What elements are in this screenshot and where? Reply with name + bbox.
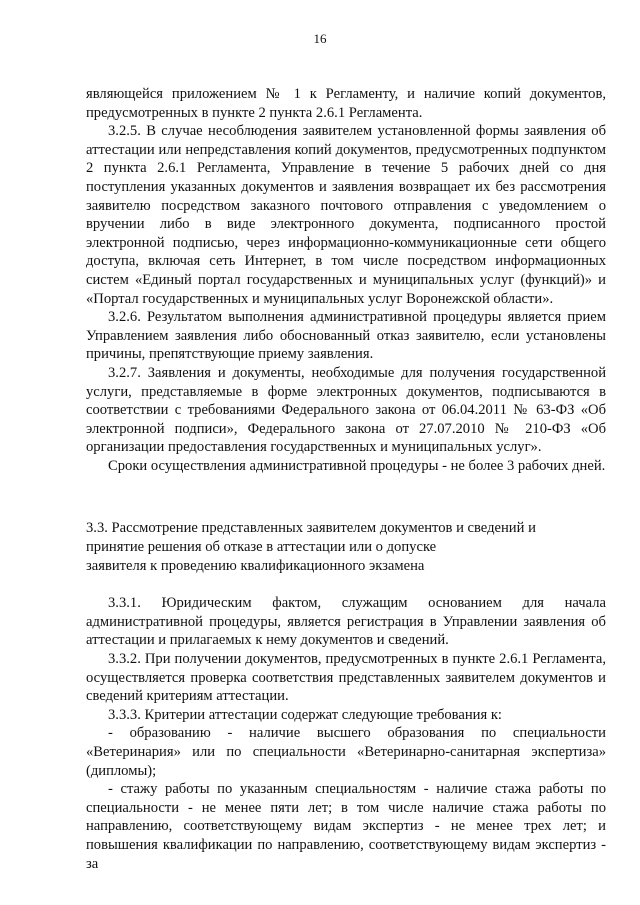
paragraph-3-3-2: 3.3.2. При получении документов, предусмотренных в пункте 2.6.1 Регламента, осуществляется проверка соответствия представленных заявителем документов и сведений критериям аттестации. — [86, 651, 606, 705]
spacer — [86, 575, 606, 594]
paragraph-3-2-5: 3.2.5. В случае несоблюдения заявителем установленной формы заявления об аттестации или непредставления копий документов, предусмотренных подпунктом 2 пункта 2.6.1 Регламента, Управление в течение 5 рабочих дней со дня поступления указанных документов и заявления возвращает их без рассмотрения заявителю посредством заказного почтового отправления с уведомлением о вручении либо в виде электронного документа, подписанного простой электронной подписью, через информационно-коммуникационные сети общего доступа, включая сеть Интернет, в том числе посредством информационных систем «Единый портал государственных и муниципальных услуг (функций)» и «Портал государственных и муниципальных услуг Воронежской области». — [86, 123, 606, 307]
section-heading-line: принятие решения об отказе в аттестации или о допуске — [86, 539, 437, 556]
section-heading-line: 3.3. Рассмотрение представленных заявителем документов и сведений и — [86, 520, 536, 537]
section-heading-line: заявителя к проведению квалификационного экзамена — [86, 557, 425, 574]
paragraph-experience-requirement: - стажу работы по указанным специальностям - наличие стажа работы по специальности - не менее пяти лет; в том числе наличие стажа работы по направлению, соответствующему видам экспертиз - не менее трех лет; и повышения квалификации по направлению, соответствующему видам экспертиз - за — [86, 781, 606, 872]
section-heading-3-3 — [86, 519, 606, 575]
paragraph-education-requirement: - образованию - наличие высшего образования по специальности «Ветеринария» или по специальности «Ветеринарно-санитарная экспертиза» (дипломы); — [86, 725, 606, 779]
page-number: 16 — [313, 31, 327, 46]
paragraph-3-2-7: 3.2.7. Заявления и документы, необходимые для получения государственной услуги, представляемые в форме электронных документов, подписываются в соответствии с требованиями Федерального закона от 06.04.2011 № 63-ФЗ «Об электронной подписи», Федерального закона от 27.07.2010 № 210-ФЗ «Об организации предоставления государственных и муниципальных услуг». — [86, 364, 606, 456]
paragraph-continuation: являющейся приложением № 1 к Регламенту, и наличие копий документов, предусмотренных в пункте 2 пункта 2.6.1 Регламента. — [86, 86, 606, 121]
spacer — [86, 475, 606, 519]
paragraph-3-3-3: 3.3.3. Критерии аттестации содержат следующие требования к: — [108, 706, 502, 723]
paragraph-3-3-1: 3.3.1. Юридическим фактом, служащим основанием для начала административной процедуры, является регистрация в Управлении заявления об аттестации и прилагаемых к нему документов и сведений. — [86, 595, 606, 649]
paragraph-3-2-6: 3.2.6. Результатом выполнения административной процедуры является прием Управлением заявления либо обоснованный отказ заявителю, если установлены причины, препятствующие приему заявления. — [86, 309, 606, 363]
paragraph-deadline: Сроки осуществления административной процедуры - не более 3 рабочих дней. — [108, 457, 606, 474]
document-body — [86, 85, 606, 873]
